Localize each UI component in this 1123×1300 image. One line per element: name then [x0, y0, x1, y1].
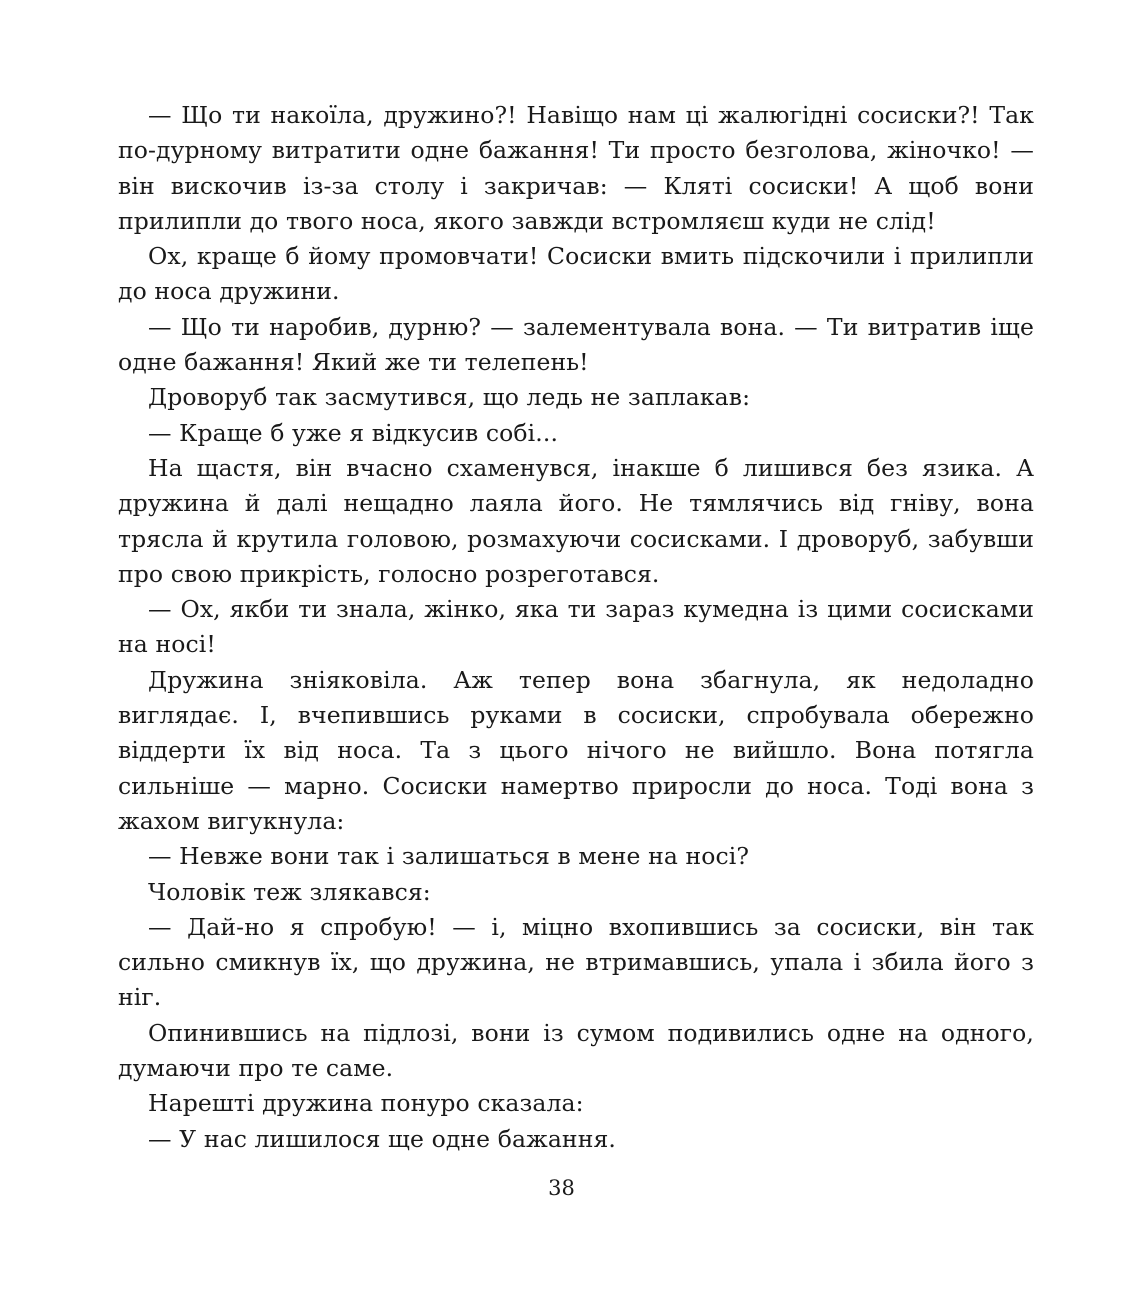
paragraph: — Невже вони так і залишаться в мене на носі?	[148, 842, 750, 871]
paragraph: Дружина зніяковіла. Аж тепер вона збагнула, як недоладно виглядає. І, вчепившись руками в сосиски, спробувала обережно віддерти їх від носа. Та з цього нічого не вийшло. Вона потягла сильніше — марно. Сосиски намертво приросли до носа. Тоді вона з жахом вигукнула:	[118, 665, 1034, 835]
paragraph: — Краще б уже я відкусив собі...	[148, 418, 559, 447]
page-number: 38	[548, 1176, 575, 1200]
paragraph: — Що ти наробив, дурню? — залементувала вона. — Ти витратив іще одне бажання! Який же ти телепень!	[118, 312, 1034, 377]
paragraph: Опинившись на підлозі, вони із сумом подивились одне на одного, думаючи про те саме.	[118, 1018, 1034, 1083]
paragraph: Чоловік теж злякався:	[148, 877, 431, 906]
paragraph: Дроворуб так засмутився, що ледь не заплакав:	[148, 383, 751, 412]
paragraph: — Що ти накоїла, дружино?! Навіщо нам ці жалюгідні сосиски?! Так по-дурному витратити одне бажання! Ти просто безголова, жіночко! — він вискочив із-за столу і закричав: — Кляті сосиски! А щоб вони прилипли до твого носа, якого завжди встромляєш куди не слід!	[118, 101, 1034, 235]
paragraph: — Ох, якби ти знала, жінко, яка ти зараз кумедна із цими сосисками на носі!	[118, 595, 1034, 659]
paragraph: Нарешті дружина понуро сказала:	[148, 1089, 584, 1118]
paragraph: Ох, краще б йому промовчати! Сосиски вмить підскочили і прилипли до носа дружини.	[118, 242, 1034, 306]
paragraph: — Дай-но я спробую! — і, міцно вхопившись за сосиски, він так сильно смикнув їх, що дружина, не втримавшись, упала і збила його з ніг.	[118, 912, 1034, 1012]
paragraph: На щастя, він вчасно схаменувся, інакше б лишився без язика. А дружина й далі нещадно лаяла його. Не тямлячись від гніву, вона трясла й крутила головою, розмахуючи сосисками. І дроворуб, забувши про свою прикрість, голосно розреготався.	[118, 453, 1034, 588]
paragraph: — У нас лишилося ще одне бажання.	[148, 1124, 616, 1153]
text-column	[118, 98, 1034, 1157]
